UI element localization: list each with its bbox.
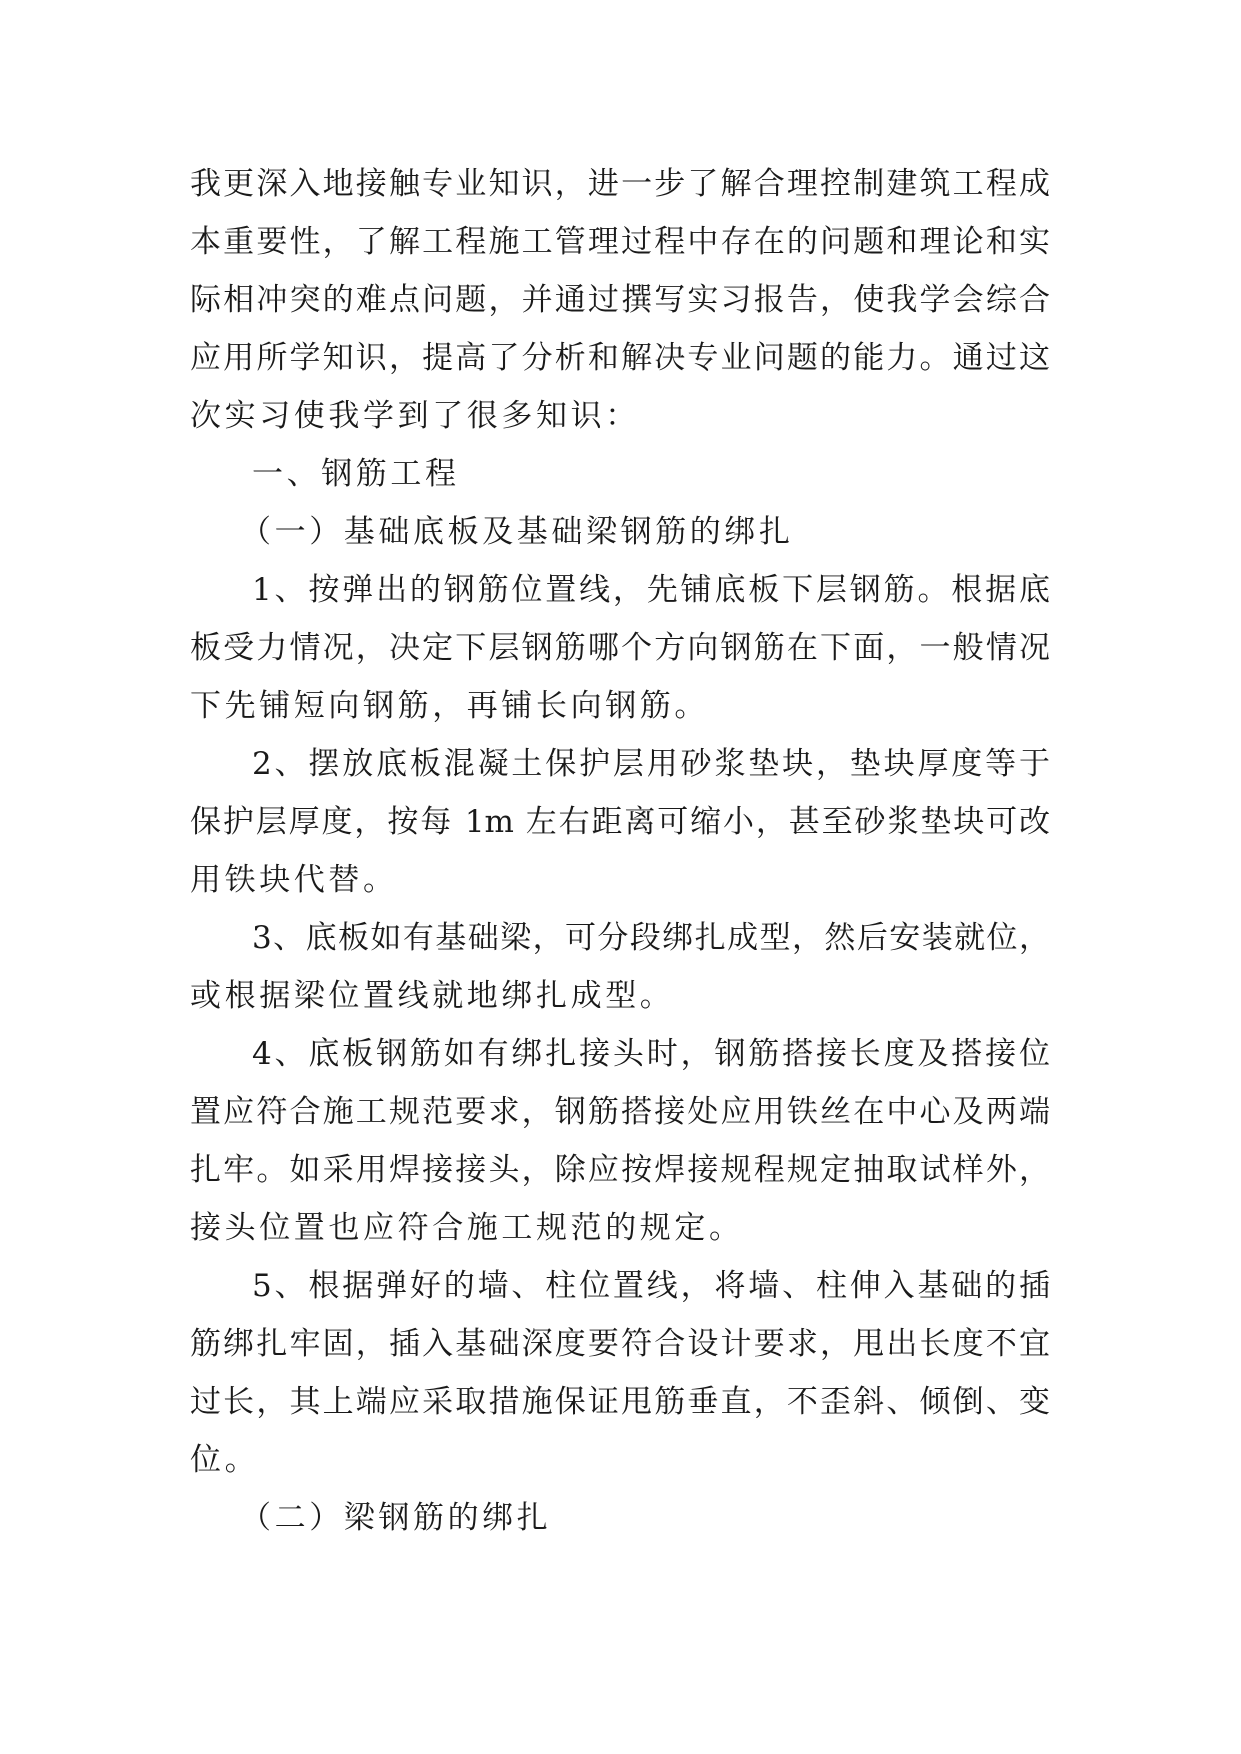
paragraph-line: 板受力情况，决定下层钢筋哪个方向钢筋在下面，一般情况 bbox=[190, 630, 1050, 666]
paragraph-line: 置应符合施工规范要求，钢筋搭接处应用铁丝在中心及两端 bbox=[190, 1094, 1050, 1130]
document-body bbox=[190, 155, 1050, 1547]
paragraph-line: 次实习使我学到了很多知识： bbox=[190, 398, 640, 434]
subsection-heading: （一）基础底板及基础梁钢筋的绑扎 bbox=[240, 514, 794, 550]
paragraph-line: 过长，其上端应采取措施保证甩筋垂直，不歪斜、倾倒、变 bbox=[190, 1384, 1050, 1420]
paragraph-line: 2、摆放底板混凝土保护层用砂浆垫块，垫块厚度等于 bbox=[252, 746, 1050, 782]
paragraph-line: 或根据梁位置线就地绑扎成型。 bbox=[190, 978, 675, 1014]
section-heading: 一、钢筋工程 bbox=[252, 456, 460, 492]
paragraph-line: 筋绑扎牢固，插入基础深度要符合设计要求，甩出长度不宜 bbox=[190, 1326, 1050, 1362]
paragraph-line: 我更深入地接触专业知识，进一步了解合理控制建筑工程成 bbox=[190, 166, 1050, 202]
paragraph-line: 际相冲突的难点问题，并通过撰写实习报告，使我学会综合 bbox=[190, 282, 1050, 318]
paragraph-line: 扎牢。如采用焊接接头，除应按焊接规程规定抽取试样外， bbox=[190, 1152, 1050, 1188]
paragraph-line: 接头位置也应符合施工规范的规定。 bbox=[190, 1210, 744, 1246]
paragraph-line: 位。 bbox=[190, 1442, 260, 1478]
paragraph-line: 3、底板如有基础梁，可分段绑扎成型，然后安装就位， bbox=[252, 920, 1050, 956]
paragraph-line: 应用所学知识，提高了分析和解决专业问题的能力。通过这 bbox=[190, 340, 1050, 376]
paragraph-line: 5、根据弹好的墙、柱位置线，将墙、柱伸入基础的插 bbox=[252, 1268, 1050, 1304]
paragraph-line: 4、底板钢筋如有绑扎接头时，钢筋搭接长度及搭接位 bbox=[252, 1036, 1050, 1072]
paragraph-line: 下先铺短向钢筋，再铺长向钢筋。 bbox=[190, 688, 709, 724]
paragraph-line: 用铁块代替。 bbox=[190, 862, 398, 898]
paragraph-line: 1、按弹出的钢筋位置线，先铺底板下层钢筋。根据底 bbox=[252, 572, 1050, 608]
paragraph-line: 本重要性，了解工程施工管理过程中存在的问题和理论和实 bbox=[190, 224, 1050, 260]
paragraph-line: 保护层厚度，按每 1m 左右距离可缩小，甚至砂浆垫块可改 bbox=[190, 804, 1050, 840]
subsection-heading: （二）梁钢筋的绑扎 bbox=[240, 1500, 552, 1536]
